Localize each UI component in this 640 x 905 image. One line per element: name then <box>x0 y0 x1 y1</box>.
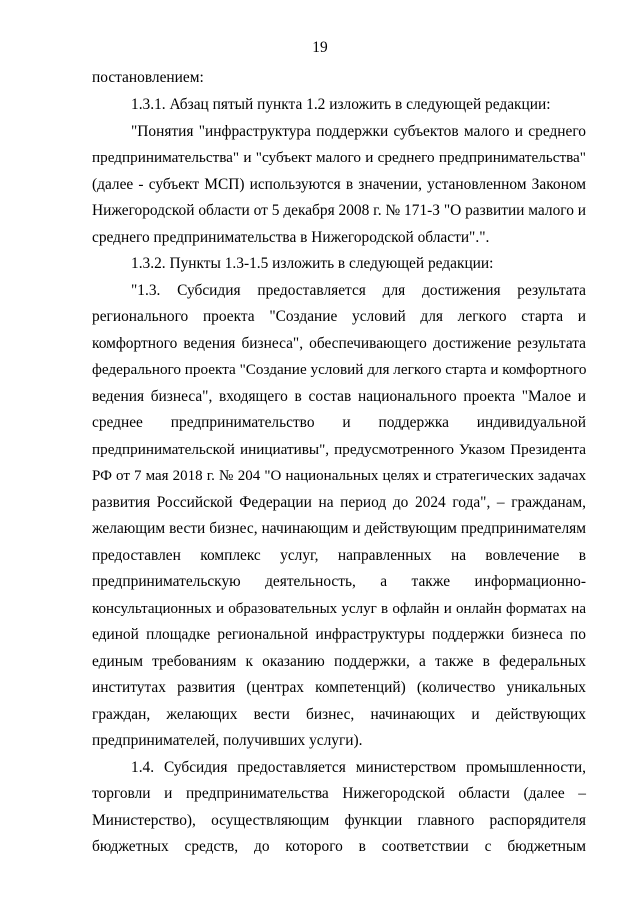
text-line: "1.3. Субсидия предоставляется для достижения результата <box>131 282 586 299</box>
text-line: единым требованиям к оказанию поддержки, а также в федеральных <box>92 653 586 670</box>
text-line: ведения бизнеса", входящего в состав национального проекта "Малое и <box>92 388 586 405</box>
text-line: (далее - субъект МСП) используются в значении, установленном Законом <box>92 176 586 193</box>
text-line: институтах развития (центрах компетенций) (количество уникальных <box>92 679 586 696</box>
text-line: комфортного ведения бизнеса", обеспечивающего достижение результата <box>92 335 586 352</box>
text-line: бюджетных средств, до которого в соответствии с бюджетным <box>92 838 586 855</box>
text-line: развития Российской Федерации на период до 2024 года", – гражданам, <box>92 494 586 511</box>
text-line: постановлением: <box>92 69 204 86</box>
text-line: предпринимательской инициативы", предусмотренного Указом Президента <box>92 441 586 458</box>
text-line: РФ от 7 мая 2018 г. № 204 "О национальных целях и стратегических задачах <box>92 468 586 484</box>
text-line: регионального проекта "Создание условий для легкого старта и <box>92 308 586 325</box>
text-line: 1.4. Субсидия предоставляется министерством промышленности, <box>131 759 586 776</box>
text-line: федерального проекта "Создание условий для легкого старта и комфортного <box>92 361 587 378</box>
text-line: среднего предпринимательства в Нижегородской области".". <box>92 229 490 246</box>
text-line: предпринимательства" и "субъект малого и среднего предпринимательства" <box>92 149 586 166</box>
text-line: консультационных и образовательных услуг в офлайн и онлайн форматах на <box>92 601 586 617</box>
text-line: Нижегородской области от 5 декабря 2008 г. № 171-З "О развитии малого и <box>92 202 586 219</box>
text-line: торговли и предпринимательства Нижегородской области (далее – <box>92 785 586 802</box>
text-line: "Понятия "инфраструктура поддержки субъектов малого и среднего <box>131 123 586 140</box>
text-line: 1.3.2. Пункты 1.3-1.5 изложить в следующей редакции: <box>131 255 494 272</box>
text-line: среднее предпринимательство и поддержка индивидуальной <box>92 414 586 431</box>
text-line: предоставлен комплекс услуг, направленных на вовлечение в <box>92 547 586 564</box>
page-number: 19 <box>312 39 328 56</box>
text-line: 1.3.1. Абзац пятый пункта 1.2 изложить в следующей редакции: <box>131 96 551 113</box>
text-line: желающим вести бизнес, начинающим и действующим предпринимателям <box>92 520 586 537</box>
text-line: единой площадке региональной инфраструктуры поддержки бизнеса по <box>92 626 586 643</box>
text-line: Министерство), осуществляющим функции главного распорядителя <box>92 812 586 829</box>
text-line: граждан, желающих вести бизнес, начинающих и действующих <box>92 706 586 723</box>
text-line: предпринимательскую деятельность, а также информационно- <box>92 573 586 590</box>
text-line: предпринимателей, получивших услуги). <box>92 732 363 749</box>
